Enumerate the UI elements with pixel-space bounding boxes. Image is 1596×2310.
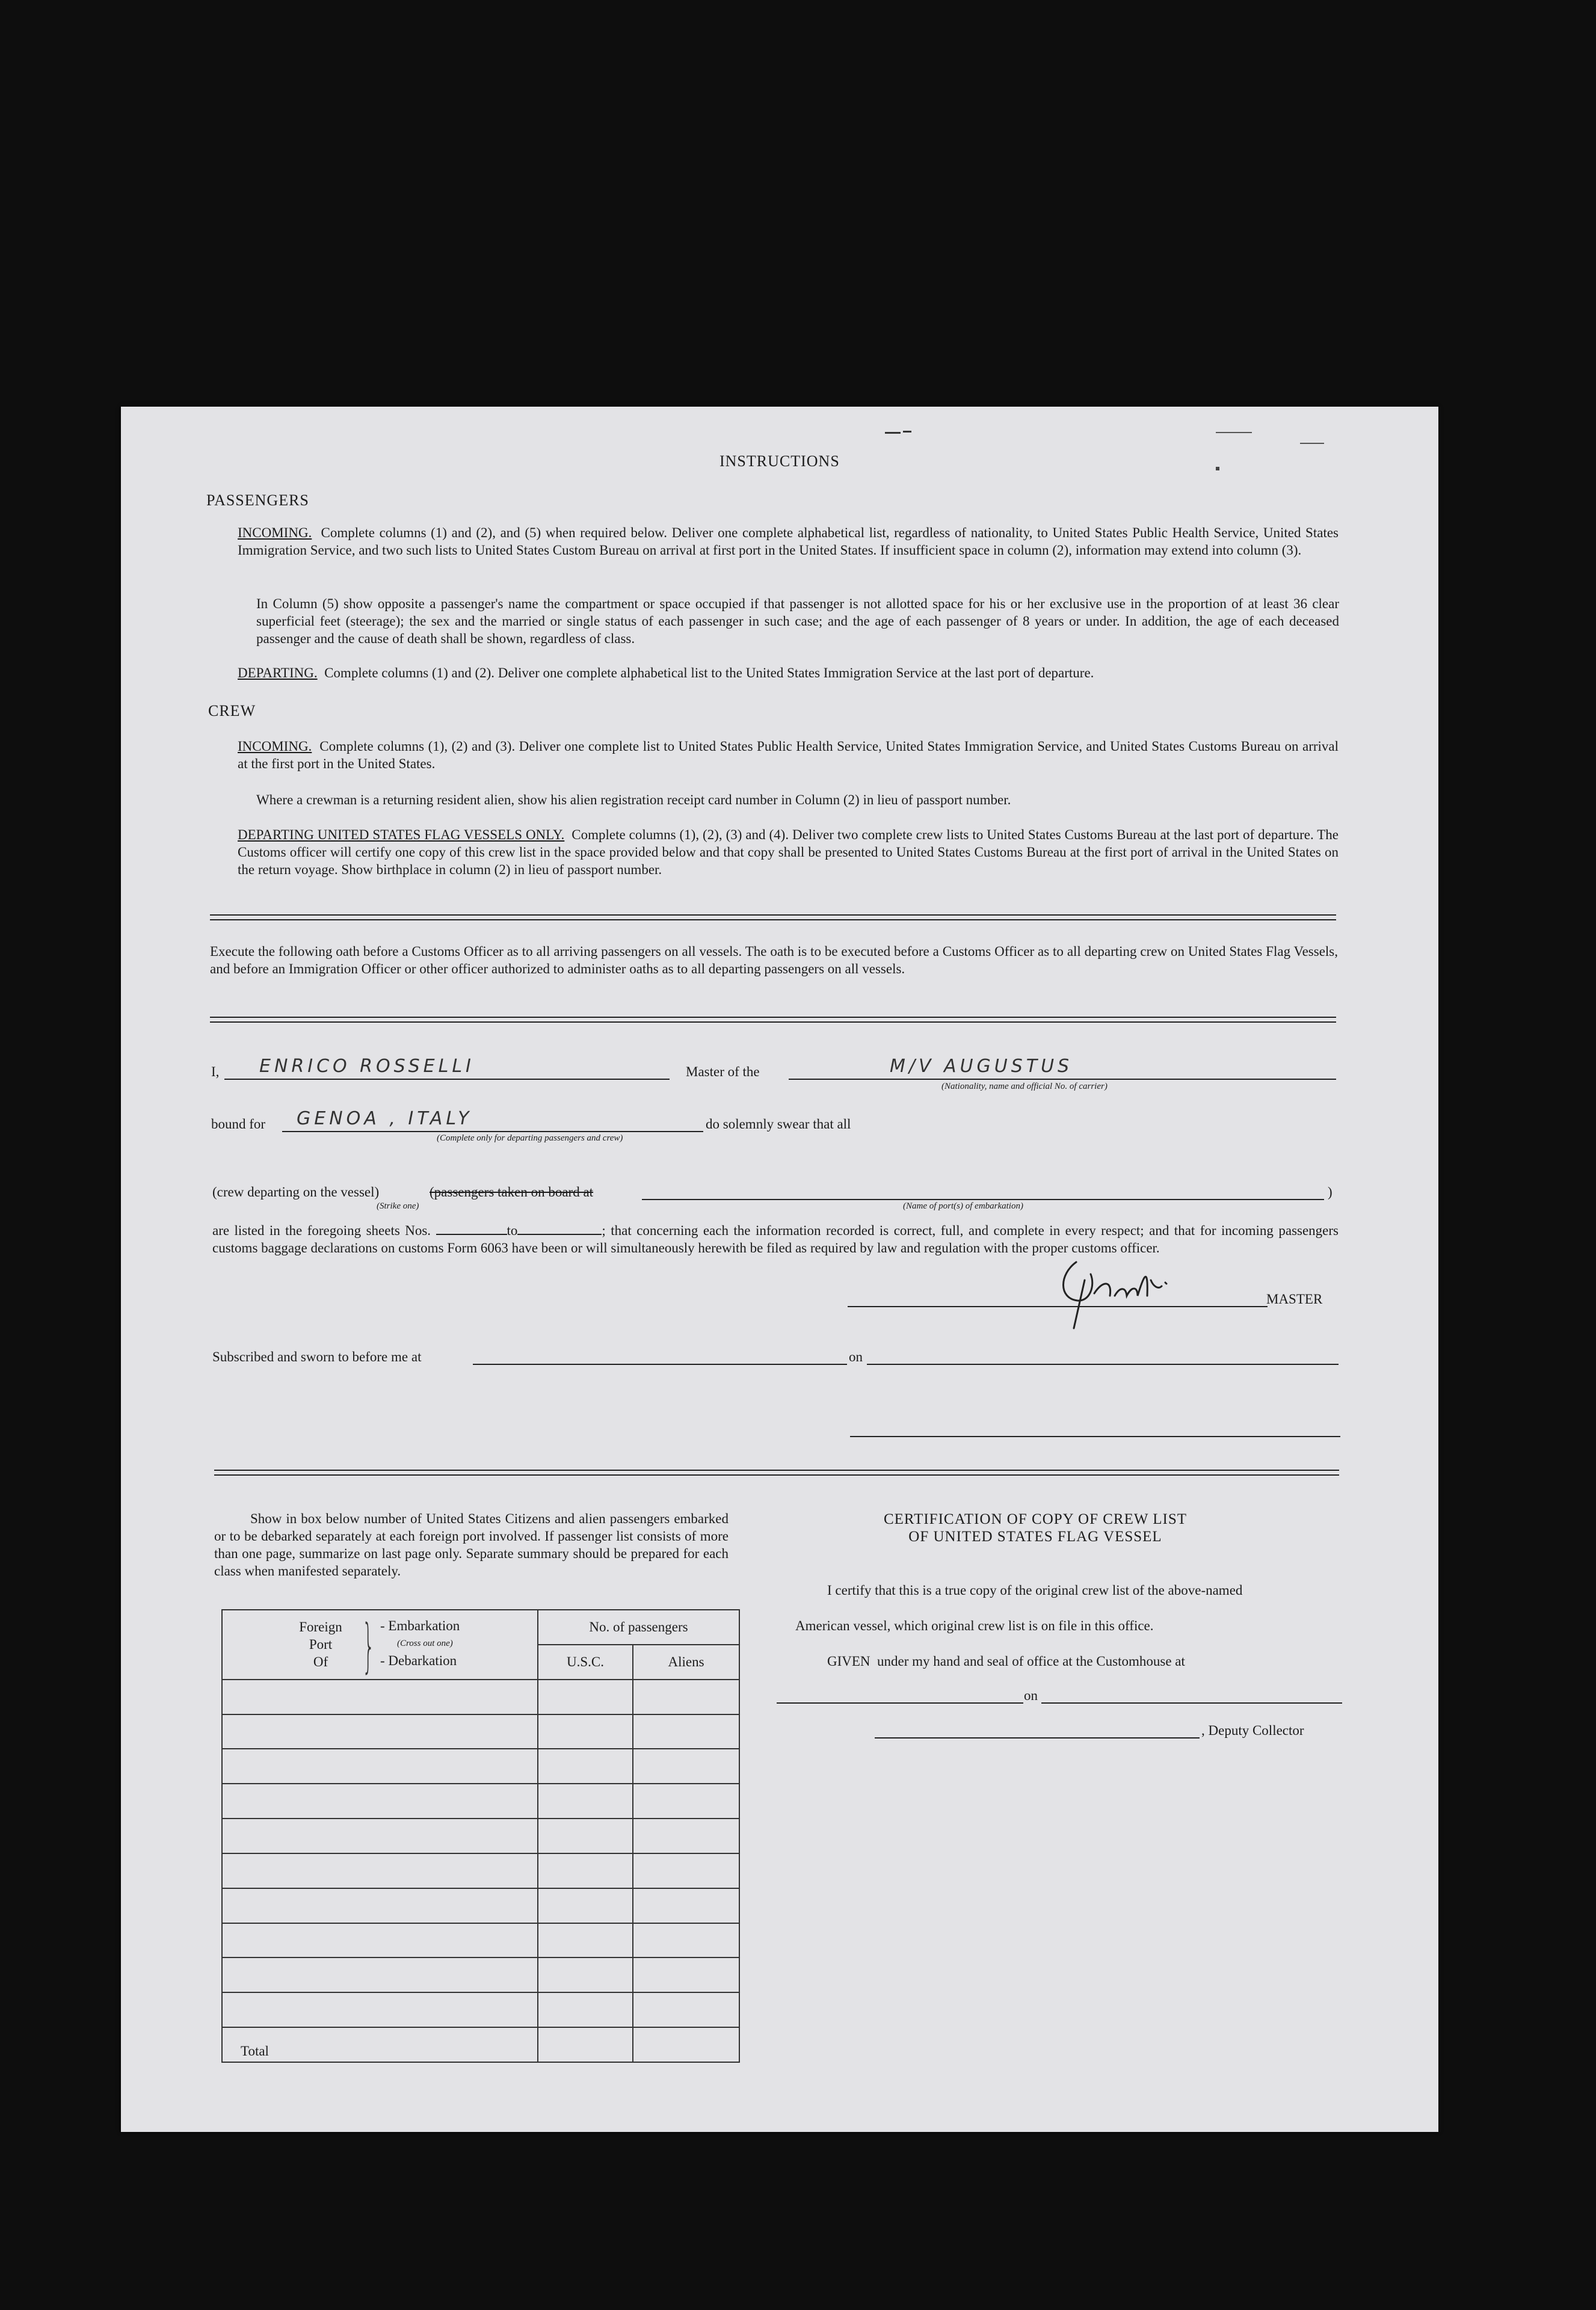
usc-cell[interactable]	[538, 1992, 633, 2027]
foreign-port-of-label: Foreign Port Of	[299, 1619, 342, 1669]
embarkation-option[interactable]: - Embarkation	[380, 1618, 460, 1633]
passengers-departing-text: Complete columns (1) and (2). Deliver one complete alphabetical list to the United States Immigration Service at the last port of departure.	[324, 665, 1094, 680]
passenger-summary-table	[221, 1609, 740, 2063]
aliens-total-cell[interactable]	[633, 2027, 739, 2062]
debarkation-option[interactable]: - Debarkation	[380, 1652, 457, 1668]
vessel-caption: (Nationality, name and official No. of carrier)	[941, 1082, 1108, 1091]
to-label: to	[507, 1223, 518, 1238]
aliens-cell[interactable]	[633, 1957, 739, 1992]
usc-cell[interactable]	[538, 1680, 633, 1714]
customhouse-date-line	[1041, 1702, 1342, 1704]
master-label: MASTER	[1266, 1292, 1323, 1307]
vessel-value[interactable]: M/V AUGUSTUS	[890, 1056, 1073, 1077]
crew-resident-paragraph: Where a crewman is a returning resident alien, show his alien registration receipt card number in Column (2) in lieu of passport number.	[256, 792, 1011, 807]
passengers-incoming-text: Complete columns (1) and (2), and (5) when required below. Deliver one complete alphabetical list, regardless of nationality, to United States Public Health Service, United States Immigration Service, and two such lists to United States Custom Bureau on arrival at first port in the United States. If insufficient space in column (2), information may extend into column (3).	[238, 525, 1339, 558]
listed-text: ; that concerning each the information recorded is correct, full, and complete in every respect; and that for incoming passengers customs baggage declarations on customs Form 6063 have been or will simultaneously herewith be filed as required by law and regulation with the proper customs officer.	[212, 1223, 1339, 1255]
certification-title-line1: CERTIFICATION OF COPY OF CREW LIST	[883, 1511, 1188, 1527]
usc-header: U.S.C.	[538, 1645, 633, 1680]
total-label: Total	[222, 2027, 538, 2062]
crew-incoming-paragraph	[238, 738, 1339, 772]
oath-i-label: I,	[211, 1064, 220, 1079]
crew-heading: CREW	[208, 702, 256, 719]
aliens-cell[interactable]	[633, 1680, 739, 1714]
master-of-label: Master of the	[686, 1064, 760, 1079]
subscribed-on-label: on	[849, 1349, 863, 1364]
aliens-header: Aliens	[633, 1645, 739, 1680]
usc-cell[interactable]	[538, 1749, 633, 1784]
deputy-collector-signature-line	[875, 1737, 1200, 1739]
strike-caption: (Strike one)	[377, 1201, 419, 1211]
passengers-incoming-label: INCOMING.	[238, 525, 312, 540]
destination-value[interactable]: GENOA , ITALY	[297, 1108, 473, 1129]
oath-intro-paragraph: Execute the following oath before a Customs Officer as to all arriving passengers on all vessels. The oath is to be executed before a Customs Officer as to all departing crew on United States Flag Vessels, and before an Immigration Officer or other officer authorized to administer oaths as to all departing passengers on all vessels.	[210, 944, 1338, 976]
crew-departing-text: Complete columns (1), (2), (3) and (4). Deliver two complete crew lists to United States Customs Bureau at the last port of departure. The Customs officer will certify one copy of this crew list in the space provided below and that copy shall be presented to United States Customs Bureau at the first port of arrival in the United States on the return voyage. Show birthplace in column (2) in lieu of passport number.	[238, 827, 1339, 877]
port-cell[interactable]	[222, 1819, 538, 1853]
section-divider	[214, 1470, 1339, 1476]
aliens-cell[interactable]	[633, 1819, 739, 1853]
given-text: under my hand and seal of office at the Customhouse at	[877, 1654, 1185, 1669]
aliens-cell[interactable]	[633, 1714, 739, 1749]
passenger-option-struck[interactable]: (passengers taken on board at	[430, 1184, 594, 1200]
usc-cell[interactable]	[538, 1853, 633, 1888]
passengers-count-header: No. of passengers	[538, 1610, 739, 1645]
master-name-value[interactable]: ENRICO ROSSELLI	[259, 1056, 475, 1077]
destination-line	[282, 1131, 703, 1132]
sheet-from-field[interactable]	[436, 1223, 507, 1235]
port-cell[interactable]	[222, 1784, 538, 1819]
summary-intro-paragraph: Show in box below number of United States Citizens and alien passengers embarked or to be debarked separately at each foreign port involved. If passenger list consists of more than one page, summarize on last page only. Separate summary should be prepared for each class when manifested separately.	[214, 1511, 729, 1578]
subscribed-date-line	[867, 1364, 1339, 1365]
certification-line2: American vessel, which original crew list is on file in this office.	[795, 1618, 1154, 1633]
brace-icon: }	[362, 1612, 375, 1680]
given-label: GIVEN	[827, 1654, 870, 1669]
aliens-cell[interactable]	[633, 1853, 739, 1888]
aliens-cell[interactable]	[633, 1749, 739, 1784]
port-cell[interactable]	[222, 1992, 538, 2027]
aliens-cell[interactable]	[633, 1923, 739, 1958]
passengers-column5-paragraph: In Column (5) show opposite a passenger's name the compartment or space occupied if that passenger is not allotted space for his or her exclusive use in the proportion of at least 36 clear superficial feet (steerage); the sex and the married or single status of each passenger in such case; and the age of each passenger of 8 years or under. In addition, the age of each deceased passenger and the cause of death shall be shown, regardless of class.	[256, 596, 1339, 646]
certification-line1: I certify that this is a true copy of the original crew list of the above-named	[827, 1583, 1243, 1598]
port-cell[interactable]	[222, 1853, 538, 1888]
port-cell[interactable]	[222, 1957, 538, 1992]
crew-incoming-label: INCOMING.	[238, 739, 312, 754]
port-cell[interactable]	[222, 1749, 538, 1784]
passengers-departing-label: DEPARTING.	[238, 665, 318, 680]
usc-total-cell[interactable]	[538, 2027, 633, 2062]
cross-out-caption: (Cross out one)	[397, 1638, 453, 1648]
port-cell[interactable]	[222, 1888, 538, 1923]
officer-signature-line	[850, 1436, 1340, 1437]
deputy-collector-label: , Deputy Collector	[1201, 1723, 1304, 1738]
section-divider	[210, 914, 1336, 920]
bound-for-label: bound for	[211, 1116, 266, 1132]
embarkation-port-line	[642, 1199, 1324, 1200]
passengers-heading: PASSENGERS	[206, 491, 309, 509]
usc-cell[interactable]	[538, 1923, 633, 1958]
aliens-cell[interactable]	[633, 1784, 739, 1819]
certification-title	[843, 1511, 1228, 1545]
crew-incoming-text: Complete columns (1), (2) and (3). Deliver one complete list to United States Public Health Service, United States Immigration Service, and United States Customs Bureau on arrival at the first port in the United States.	[238, 739, 1339, 771]
usc-cell[interactable]	[538, 1784, 633, 1819]
form-page	[121, 407, 1438, 2132]
close-paren: )	[1328, 1184, 1333, 1200]
certification-line3	[827, 1654, 1185, 1669]
master-name-line	[224, 1079, 670, 1080]
aliens-cell[interactable]	[633, 1992, 739, 2027]
usc-cell[interactable]	[538, 1714, 633, 1749]
subscribed-label: Subscribed and sworn to before me at	[212, 1349, 422, 1364]
usc-cell[interactable]	[538, 1888, 633, 1923]
section-divider	[210, 1017, 1336, 1023]
passengers-departing-paragraph	[238, 664, 1339, 682]
usc-cell[interactable]	[538, 1957, 633, 1992]
passengers-incoming-paragraph	[238, 524, 1339, 559]
port-cell[interactable]	[222, 1714, 538, 1749]
listed-label: are listed in the foregoing sheets Nos.	[212, 1223, 431, 1238]
usc-cell[interactable]	[538, 1819, 633, 1853]
sheet-to-field[interactable]	[517, 1223, 602, 1235]
master-signature	[1047, 1238, 1192, 1334]
crew-departing-label: DEPARTING UNITED STATES FLAG VESSELS ONLY.	[238, 827, 565, 842]
certification-title-line2: OF UNITED STATES FLAG VESSEL	[908, 1529, 1162, 1545]
customhouse-place-line	[777, 1702, 1023, 1704]
vessel-line	[789, 1079, 1336, 1080]
instructions-title: INSTRUCTIONS	[719, 452, 840, 470]
crew-option[interactable]: (crew departing on the vessel)	[212, 1184, 380, 1200]
crew-departing-paragraph	[238, 826, 1339, 878]
certification-on-label: on	[1024, 1688, 1038, 1703]
port-caption: (Name of port(s) of embarkation)	[903, 1201, 1023, 1211]
destination-caption: (Complete only for departing passengers and crew)	[437, 1133, 623, 1143]
aliens-cell[interactable]	[633, 1888, 739, 1923]
subscribed-place-line	[473, 1364, 847, 1365]
port-cell[interactable]	[222, 1680, 538, 1714]
foreign-port-header	[222, 1610, 538, 1680]
port-cell[interactable]	[222, 1923, 538, 1958]
swear-label: do solemnly swear that all	[706, 1116, 851, 1132]
